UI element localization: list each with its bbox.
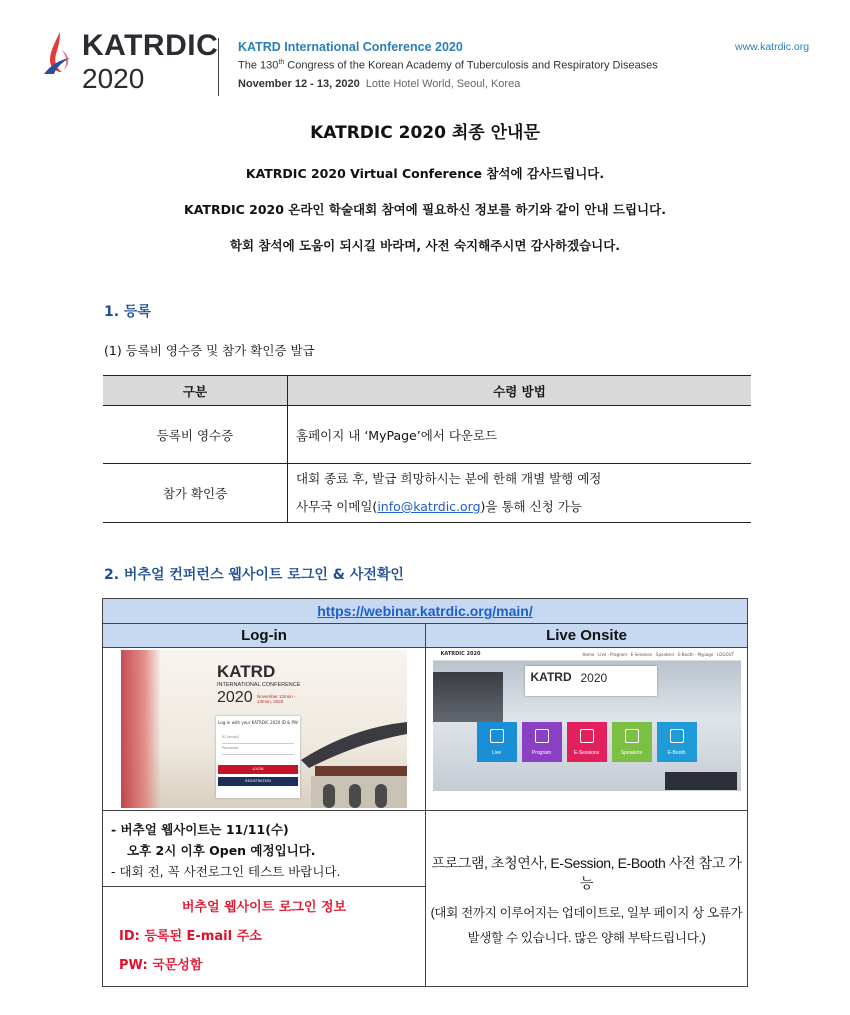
row-label: 등록비 영수증 (103, 406, 288, 464)
login-column-header: Log-in (103, 624, 426, 648)
live-banner: KATRD 2020 (525, 666, 657, 696)
table-row (103, 464, 751, 523)
website-link[interactable]: www.katrdic.org (735, 41, 810, 53)
row-text: 대회 종료 후, 발급 희망하시는 분에 한해 개별 발행 예정 사무국 이메일(info@katrdic.org)을 통해 신청 가능 (288, 464, 752, 523)
login-info-box (103, 886, 425, 986)
conference-venue: Lotte Hotel World, Seoul, Korea (365, 78, 521, 90)
row-label: 참가 확인증 (103, 464, 288, 523)
note-open-time: 오후 2시 이후 Open 예정입니다. (127, 843, 316, 858)
live-notes (426, 811, 747, 951)
conference-date: November 12 - 13, 2020 Lotte Hotel World, Seoul, Korea (238, 78, 521, 90)
live-tile-program[interactable] (522, 722, 562, 762)
intro-line-3: 학회 참석에 도움이 되시길 바라며, 사전 숙지해주시면 감사하겠습니다. (229, 238, 621, 253)
section-1-heading: 1. 등록 (104, 304, 151, 320)
registration-table (103, 375, 751, 523)
header-divider (218, 38, 219, 96)
tile-icon (670, 729, 684, 743)
congress-line: The 130th Congress of the Korean Academy of Tuberculosis and Respiratory Diseases (238, 59, 658, 72)
live-onsite-screenshot: KATRDIC 2020 Home · Live · Program · E-Sessions · Speakers · E-Booth · Mypage · LOGOUT KATRD 2020 Live Program E-Sessions Speakers E-Booth (433, 650, 741, 808)
virtual-site-table (102, 598, 748, 987)
tile-icon (625, 729, 639, 743)
logo-wordmark: KATRDIC (82, 29, 219, 62)
note-open-date: - 버추얼 웹사이트는 11/11(수) (111, 822, 289, 837)
conference-name: KATRD International Conference 2020 (238, 40, 463, 54)
login-button[interactable]: LOGIN (218, 765, 298, 774)
section-2-heading: 2. 버추얼 컨퍼런스 웹사이트 로그인 & 사전확인 (104, 567, 404, 583)
intro-line-1: KATRDIC 2020 Virtual Conference 참석에 감사드립니다. (245, 166, 605, 181)
live-tile-speakers[interactable] (612, 722, 652, 762)
login-notes-cell (103, 811, 426, 987)
document-title: KATRDIC 2020 최종 안내문 (310, 123, 540, 143)
email-link[interactable]: info@katrdic.org (377, 499, 481, 514)
tile-label: E-Booth (667, 750, 686, 756)
intro-line-2: KATRDIC 2020 온라인 학술대회 참여에 필요하신 정보를 하기와 같이 안내 드립니다. (184, 202, 666, 217)
table-row (103, 406, 751, 464)
tile-icon (490, 729, 504, 743)
tile-icon (535, 729, 549, 743)
note-test-login: - 대회 전, 꼭 사전로그인 테스트 바랍니다. (111, 864, 341, 879)
logo-year: 2020 (82, 63, 145, 94)
preview-note: 프로그램, 초청연사, E-Session, E-Booth 사전 참고 가능 (431, 855, 742, 891)
login-screenshot-cell (103, 648, 426, 811)
update-disclaimer: (대회 전까지 이루어지는 업데이트로, 일부 페이지 상 오류가 발생할 수 있습니다. 많은 양해 부탁드립니다.) (430, 906, 743, 945)
tile-label: E-Sessions (573, 750, 600, 756)
login-form: Log-in with your KATRDIC 2020 ID & PW ID (email) Password LOGIN REGISTRATION (216, 716, 300, 798)
katrdic-logo-icon (40, 30, 76, 76)
login-password-field[interactable]: Password (222, 746, 294, 755)
live-menu-tiles (477, 722, 697, 762)
webinar-url-link[interactable]: https://webinar.katrdic.org/main/ (317, 603, 533, 619)
registration-button[interactable]: REGISTRATION (218, 777, 298, 786)
tile-label: Speakers (620, 750, 643, 756)
live-screenshot-cell (426, 648, 748, 811)
live-tile-e-sessions[interactable] (567, 722, 607, 762)
table-header-method: 수령 방법 (288, 376, 752, 406)
live-column-header: Live Onsite (426, 624, 748, 648)
login-page-screenshot: KATRD INTERNATIONAL CONFERENCE 2020 November 12mon - 13mon, 2020 Log-in with your KATRDIC 2020 ID & PW ID (email) Password LOGIN REGISTRATION (121, 650, 407, 808)
section-1-subheading: (1) 등록비 영수증 및 참가 확인증 발급 (104, 343, 315, 358)
login-notes (103, 811, 425, 882)
live-tile-e-booth[interactable] (657, 722, 697, 762)
login-info-id: ID: 등록된 E-mail 주소 (119, 929, 262, 944)
row-text: 홈페이지 내 ‘MyPage’에서 다운로드 (288, 406, 752, 464)
notice-box (665, 772, 737, 790)
tile-icon (580, 729, 594, 743)
login-info-title: 버추얼 웹사이트 로그인 정보 (181, 900, 347, 915)
live-tile-live[interactable] (477, 722, 517, 762)
login-id-field[interactable]: ID (email) (222, 735, 294, 744)
palace-illustration (301, 720, 407, 808)
tile-label: Program (531, 750, 552, 756)
tile-label: Live (491, 750, 502, 756)
table-header-category: 구분 (103, 376, 288, 406)
live-notes-cell (426, 811, 748, 987)
login-info-pw: PW: 국문성함 (119, 958, 203, 973)
